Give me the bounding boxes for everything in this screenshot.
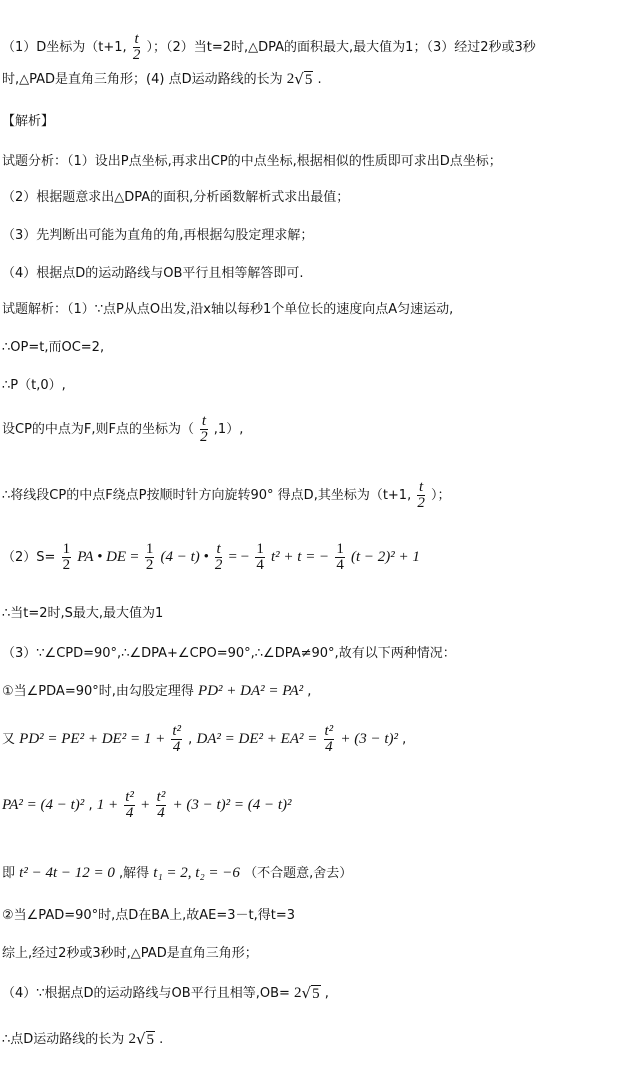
text: . — [159, 1032, 164, 1047]
math: = − — [228, 549, 250, 565]
sqrt-5: √5 — [294, 70, 313, 88]
solution-line-10 — [2, 724, 406, 755]
section-title: 【解析】 — [2, 114, 55, 129]
answer-text: ）；（2）当t=2时,△DPA的面积最大,最大值为1；（3）经过2秒或3秒 — [146, 40, 536, 55]
math: PD² + DA² = PA² — [198, 683, 304, 699]
answer-line-1 — [2, 32, 536, 63]
math: t² + t = − — [270, 549, 330, 565]
solution-line-8: （3）∵∠CPD=90°,∴∠DPA+∠CPO=90°,∴∠DPA≠90°,故有以下两种情况： — [2, 646, 456, 661]
text: （4）∵根据点D的运动路线与OB平行且相等,OB= — [2, 986, 290, 1001]
math: PA² = (4 − t)² — [2, 797, 85, 813]
fraction: $\frac{1}{4}$ — [336, 541, 344, 573]
text: 设CP的中点为F,则F点的坐标为（ — [2, 422, 195, 437]
answer-text: （1）D坐标为（t+1, — [2, 40, 127, 55]
fraction: $\frac{t}{2}$ — [214, 541, 223, 573]
solution-line-4 — [2, 414, 243, 445]
math: PA • DE — [77, 549, 127, 565]
solution-line-15 — [2, 982, 329, 1003]
fraction: $\frac{1}{2}$ — [62, 541, 71, 573]
fraction: $\frac{\text{t²}}{4}$ — [324, 723, 334, 755]
sqrt-5: √5 — [301, 984, 320, 1002]
answer-line-2 — [2, 68, 322, 89]
math: t₁ = 2, t₂ = −6 — [153, 865, 240, 881]
text: , — [88, 798, 93, 813]
text: ,解得 — [119, 866, 150, 881]
math: + — [141, 797, 150, 813]
text: 即 — [2, 866, 16, 881]
coefficient: 2 — [286, 71, 295, 87]
solution-line-7: ∴当t=2时,S最大,最大值为1 — [2, 606, 164, 621]
math: DA² = DE² + EA² = — [196, 731, 318, 747]
analysis-line-3: （3）先判断出可能为直角的角,再根据勾股定理求解； — [2, 228, 314, 243]
solution-line-16 — [2, 1028, 163, 1049]
analysis-line-1: 试题分析：（1）设出P点坐标,再求出CP的中点坐标,根据相似的性质即可求出D点坐标； — [2, 154, 502, 169]
math: 1 + — [96, 797, 119, 813]
math: = — [130, 549, 139, 565]
coefficient: 2 — [128, 1031, 136, 1047]
math: + (3 − t)² = (4 − t)² — [172, 797, 292, 813]
fraction: $\frac{\text{t²}}{4}$ — [156, 789, 166, 821]
text: ∴将线段CP的中点F绕点P按顺时针方向旋转90° 得点D,其坐标为（t+1, — [2, 488, 412, 503]
math: (4 − t) • — [160, 549, 209, 565]
coefficient: 2 — [294, 985, 302, 1001]
fraction: $\frac{\text{t²}}{4}$ — [172, 723, 182, 755]
fraction: $\frac{\text{t²}}{4}$ — [125, 789, 134, 821]
text: , — [324, 986, 329, 1001]
solution-line-1: 试题解析：（1）∵点P从点O出发,沿x轴以每秒1个单位长的速度向点A匀速运动, — [2, 302, 454, 317]
math: PD² = PE² + DE² = 1 + — [19, 731, 166, 747]
solution-line-11 — [2, 790, 292, 821]
math: t² − 4t − 12 = 0 — [19, 865, 115, 881]
text: , — [402, 732, 407, 747]
fraction: $\frac{t}{2}$ — [417, 479, 425, 511]
text: ,1）, — [213, 422, 244, 437]
solution-line-12 — [2, 862, 352, 882]
text: ）； — [431, 488, 451, 503]
solution-line-3: ∴P（t,0）, — [2, 378, 66, 393]
math: (t − 2)² + 1 — [350, 549, 420, 565]
fraction: $\frac{1}{2}$ — [145, 541, 154, 573]
text: , — [188, 732, 193, 747]
math: + (3 − t)² — [340, 731, 398, 747]
solution-line-14: 综上,经过2秒或3秒时,△PAD是直角三角形； — [2, 946, 258, 961]
analysis-line-4: （4）根据点D的运动路线与OB平行且相等解答即可. — [2, 266, 304, 281]
fraction-t-over-2: $\frac{t}{2}$ — [132, 31, 141, 63]
sqrt-5: √5 — [135, 1030, 154, 1048]
text: ①当∠PDA=90°时,由勾股定理得 — [2, 684, 194, 699]
fraction: $\frac{1}{4}$ — [256, 541, 264, 573]
text: （2）S= — [2, 550, 56, 565]
answer-text: 时,△PAD是直角三角形；(4) 点D运动路线的长为 — [2, 72, 283, 87]
solution-line-5 — [2, 480, 451, 511]
answer-text: . — [317, 72, 322, 87]
analysis-line-2: （2）根据题意求出△DPA的面积,分析函数解析式求出最值； — [2, 190, 350, 205]
solution-line-2: ∴OP=t,而OC=2, — [2, 340, 105, 355]
solution-line-13: ②当∠PAD=90°时,点D在BA上,故AE=3－t,得t=3 — [2, 908, 296, 923]
solution-line-6-area-formula — [2, 542, 420, 573]
text: 又 — [2, 732, 16, 747]
text: （不合题意,舍去） — [244, 866, 353, 881]
text: ∴点D运动路线的长为 — [2, 1032, 125, 1047]
solution-line-9 — [2, 680, 311, 700]
text: , — [307, 684, 312, 699]
fraction: $\frac{t}{2}$ — [200, 413, 208, 445]
